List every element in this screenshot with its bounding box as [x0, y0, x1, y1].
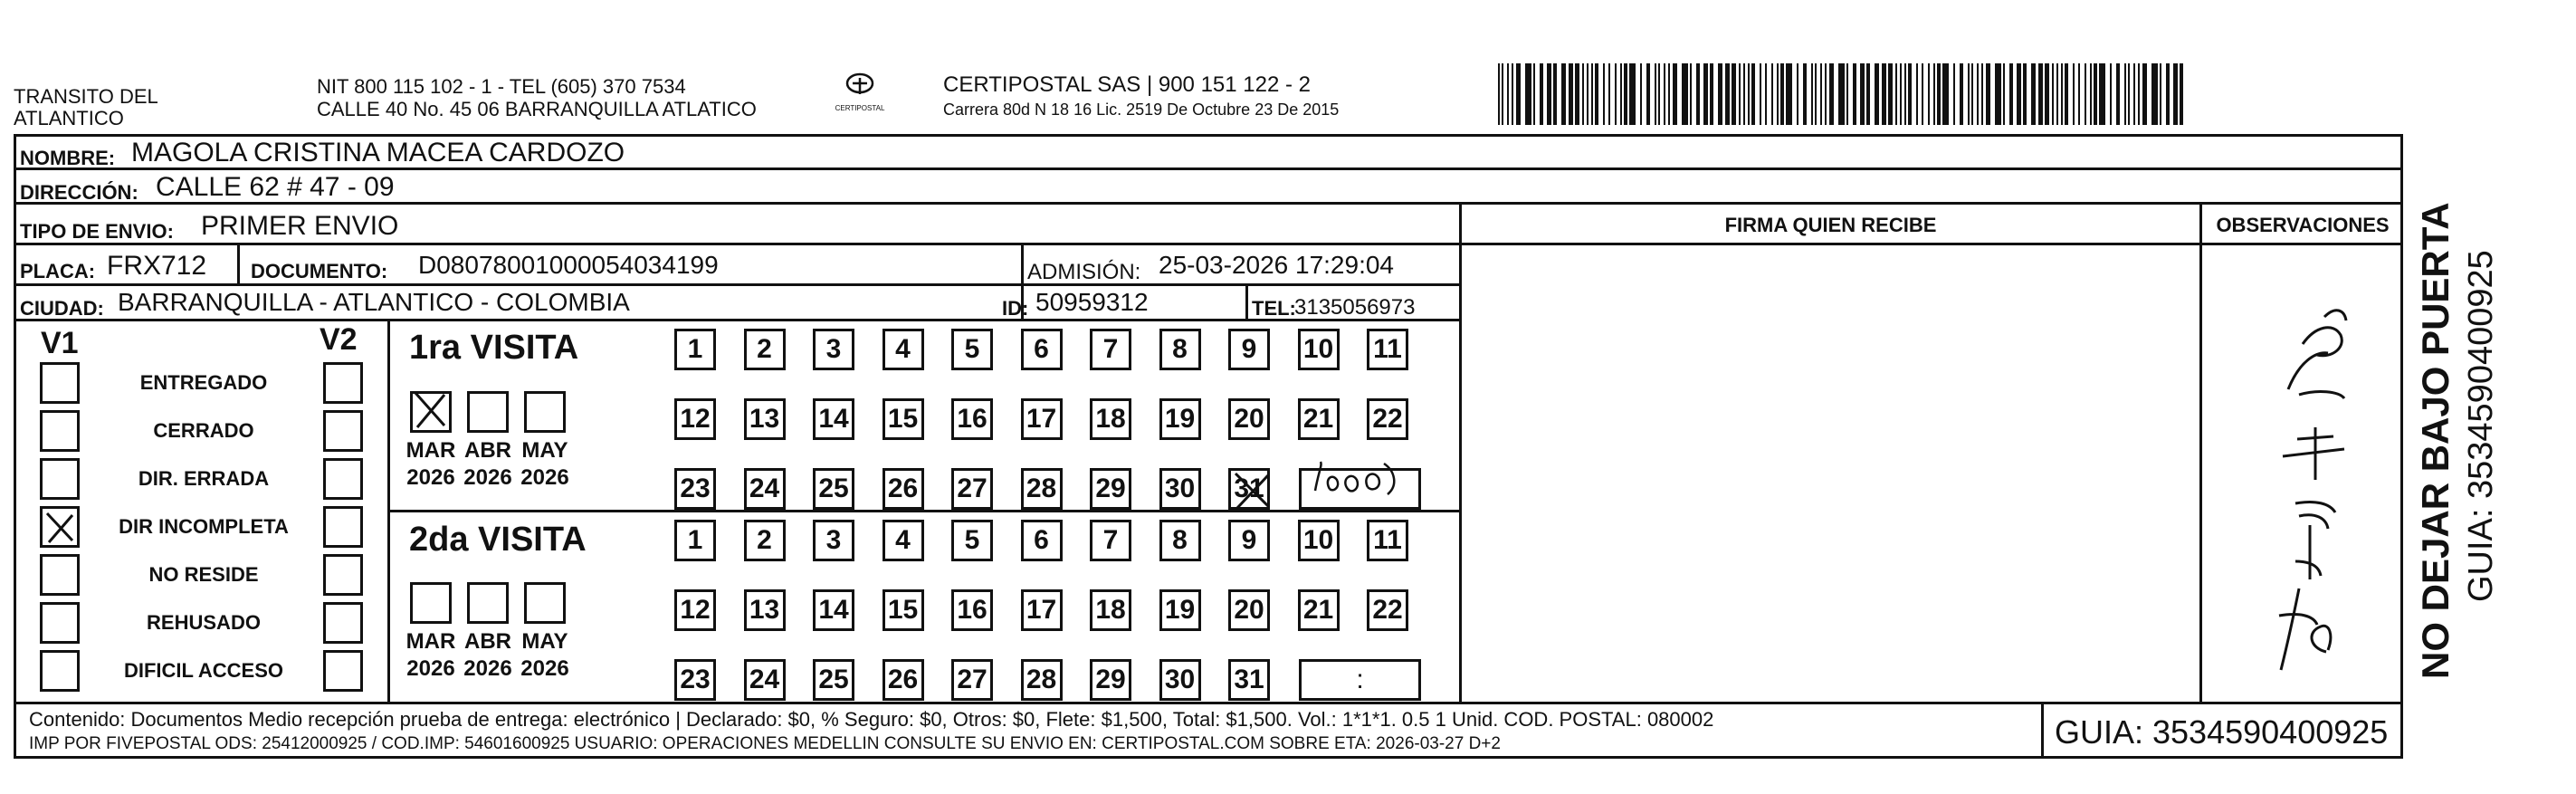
barcode-bar [2116, 63, 2120, 125]
status-label: ENTREGADO [139, 371, 268, 394]
day-box[interactable]: 26 [883, 659, 924, 701]
barcode-bar [1995, 63, 2001, 125]
barcode-bar [1673, 63, 1677, 125]
barcode-bar [1866, 63, 1870, 125]
v1-checkbox[interactable] [40, 362, 80, 404]
barcode-bar [1620, 63, 1622, 125]
barcode-bar [1825, 63, 1827, 125]
v2-checkbox[interactable] [323, 506, 363, 548]
day-box[interactable]: 22 [1367, 398, 1408, 440]
barcode-bar [1922, 63, 1923, 125]
license-line: Carrera 80d N 18 16 Lic. 2519 De Octubre 23 De 2015 [943, 100, 1340, 119]
month-year: 2026 [463, 656, 512, 681]
barcode [1498, 63, 2186, 125]
barcode-bar [2090, 63, 2092, 125]
day-box[interactable]: 20 [1228, 589, 1270, 631]
barcode-bar [1786, 63, 1792, 125]
barcode-bar [2151, 63, 2158, 125]
barcode-bar [1595, 63, 1598, 125]
day-box[interactable]: 20 [1228, 398, 1270, 440]
barcode-bar [2045, 63, 2049, 125]
barcode-bar [1853, 63, 1856, 125]
tel-value: 3135056973 [1294, 295, 1416, 320]
day-box[interactable]: 9 [1228, 329, 1270, 370]
v2-checkbox[interactable] [323, 410, 363, 452]
month-year: 2026 [463, 465, 512, 490]
v2-checkbox[interactable] [323, 554, 363, 596]
rule [387, 510, 1462, 512]
day-box[interactable]: 23 [674, 659, 716, 701]
barcode-bar [1838, 63, 1845, 125]
day-box[interactable]: 11 [1367, 329, 1408, 370]
day-box[interactable]: 31 [1228, 659, 1270, 701]
v1-check-mark [43, 510, 76, 544]
v2-checkbox[interactable] [323, 602, 363, 644]
barcode-bar [1981, 63, 1983, 125]
issuer-name [14, 86, 158, 129]
barcode-bar [1908, 63, 1912, 125]
day-box[interactable]: 14 [813, 589, 854, 631]
day-box[interactable]: 1 [674, 520, 716, 561]
barcode-bar [1860, 63, 1865, 125]
firma-header: FIRMA QUIEN RECIBE [1724, 214, 1937, 236]
barcode-bar [2110, 63, 2112, 125]
barcode-bar [2073, 63, 2075, 125]
barcode-bar [2056, 63, 2058, 125]
rule [1462, 243, 2403, 245]
month-year: 2026 [520, 656, 569, 681]
barcode-bar [1960, 63, 1963, 125]
barcode-bar [1803, 63, 1807, 125]
certipostal-logo [824, 72, 896, 112]
status-label: REHUSADO [147, 611, 261, 634]
barcode-bar [1820, 63, 1822, 125]
barcode-bar [1875, 63, 1879, 125]
barcode-bar [1815, 63, 1817, 125]
barcode-bar [1587, 63, 1589, 125]
barcode-bar [2078, 63, 2080, 125]
barcode-bar [1895, 63, 1897, 125]
day-box[interactable]: 24 [744, 659, 786, 701]
barcode-bar [1696, 63, 1700, 125]
day-box[interactable]: 13 [744, 589, 786, 631]
id-value: 50959312 [1035, 288, 1149, 316]
barcode-bar [1569, 63, 1573, 125]
ciudad-label: CIUDAD: [20, 297, 104, 320]
month-year: 2026 [406, 465, 455, 490]
barcode-bar [1732, 63, 1736, 125]
rule [1459, 202, 1462, 702]
day-box[interactable]: 12 [674, 398, 716, 440]
rule [1245, 283, 1248, 319]
day-box[interactable]: 23 [674, 468, 716, 510]
barcode-bar [1512, 63, 1513, 125]
barcode-bar [2038, 63, 2043, 125]
barcode-bar [2023, 63, 2027, 125]
issuer-name-line1: TRANSITO DEL [14, 85, 158, 108]
rule [14, 283, 1462, 286]
v2-checkbox[interactable] [323, 458, 363, 500]
barcode-bar [1739, 63, 1741, 125]
month-label: MAR [405, 629, 456, 654]
day-box[interactable]: 6 [1021, 329, 1063, 370]
barcode-bar [1942, 63, 1949, 125]
barcode-bar [1751, 63, 1755, 125]
month-label: MAY [521, 629, 568, 654]
rule [387, 319, 390, 702]
barcode-bar [1624, 63, 1627, 125]
v1-header: V1 [41, 326, 79, 360]
month-label: ABR [464, 629, 511, 654]
barcode-bar [1986, 63, 1990, 125]
side-guia: GUIA: 3534590400925 [2462, 250, 2500, 602]
second-visit-title: 2da VISITA [409, 521, 587, 559]
v1-checkbox[interactable] [40, 458, 80, 500]
day-box[interactable]: 21 [1298, 589, 1340, 631]
admision-label: ADMISIÓN: [1027, 260, 1141, 284]
day-box[interactable]: 18 [1090, 589, 1131, 631]
footer-contents: Contenido: Documentos Medio recepción prueba de entrega: electrónico | Declarado: $0, % Seguro: $0, Otros: $0, Flete: $1,500, Total: $1,500. Vol.: 1*1*1. 0.5 1 Unid. COD. POSTAL: 080002 [29, 708, 1714, 731]
barcode-bar [1608, 63, 1610, 125]
barcode-bar [2160, 63, 2161, 125]
day-box[interactable]: 1 [674, 329, 716, 370]
status-label: CERRADO [153, 419, 254, 442]
barcode-bar [2133, 63, 2135, 125]
tipo-envio-label: TIPO DE ENVIO: [20, 220, 174, 243]
barcode-bar [1682, 63, 1688, 125]
barcode-bar [2128, 63, 2130, 125]
tipo-envio-value: PRIMER ENVIO [201, 211, 399, 241]
v1-checkbox[interactable] [40, 650, 80, 692]
day-box[interactable]: 25 [813, 468, 854, 510]
direccion-label: DIRECCIÓN: [20, 181, 138, 204]
day-box[interactable]: 4 [883, 520, 924, 561]
day-box[interactable]: 15 [883, 589, 924, 631]
barcode-bar [1710, 63, 1713, 125]
barcode-bar [1916, 63, 1918, 125]
barcode-bar [1971, 63, 1973, 125]
barcode-bar [1603, 63, 1605, 125]
month-checkbox[interactable] [467, 582, 509, 624]
barcode-bar [1760, 63, 1761, 125]
day-box[interactable]: 11 [1367, 520, 1408, 561]
documento-value: D08078001000054034199 [418, 251, 719, 279]
footer-guia: GUIA: 3534590400925 [2055, 713, 2389, 751]
rule [237, 243, 240, 283]
barcode-bar [1533, 63, 1535, 125]
first-visit-title: 1ra VISITA [409, 329, 579, 367]
day-box[interactable]: 16 [951, 398, 993, 440]
documento-label: DOCUMENTO: [251, 260, 388, 282]
month-label: ABR [464, 438, 511, 463]
rule [2041, 702, 2044, 759]
barcode-bar [1547, 63, 1551, 125]
day-box[interactable]: 3 [813, 520, 854, 561]
barcode-bar [1540, 63, 1543, 125]
day-box[interactable]: 27 [951, 659, 993, 701]
v2-header: V2 [320, 322, 358, 357]
barcode-bar [2173, 63, 2178, 125]
day-box[interactable]: 9 [1228, 520, 1270, 561]
v2-checkbox[interactable] [323, 362, 363, 404]
barcode-bar [1888, 63, 1893, 125]
barcode-bar [1690, 63, 1692, 125]
barcode-bar [1703, 63, 1708, 125]
barcode-bar [1615, 63, 1617, 125]
day-box[interactable]: 24 [744, 468, 786, 510]
month-checkbox[interactable] [467, 391, 509, 433]
day-box[interactable]: 30 [1159, 468, 1201, 510]
footer-print-info: IMP POR FIVEPOSTAL ODS: 25412000925 / COD.IMP: 54601600925 USUARIO: OPERACIONES MEDELLIN CONSULTE SU ENVIO EN: CERTIPOSTAL.COM SOBRE ETA: 2026-03-27 D+2 [29, 734, 1501, 753]
barcode-bar [1646, 63, 1650, 125]
month-year: 2026 [520, 465, 569, 490]
barcode-bar [1507, 63, 1509, 125]
barcode-bar [1498, 63, 1500, 125]
barcode-bar [1629, 63, 1636, 125]
day-box[interactable]: 8 [1159, 520, 1201, 561]
month-check-mark [412, 389, 448, 429]
month-checkbox[interactable] [524, 391, 566, 433]
barcode-bar [1928, 63, 1930, 125]
barcode-bar [1777, 63, 1779, 125]
issuer-address-line: CALLE 40 No. 45 06 BARRANQUILLA ATLATICO [317, 98, 757, 120]
day-box[interactable]: 16 [951, 589, 993, 631]
barcode-bar [1968, 63, 1970, 125]
day-box[interactable]: 28 [1021, 468, 1063, 510]
month-checkbox[interactable] [410, 582, 452, 624]
barcode-bar [1502, 63, 1503, 125]
barcode-bar [2138, 63, 2140, 125]
day-box[interactable]: 18 [1090, 398, 1131, 440]
day-box[interactable]: 7 [1090, 329, 1131, 370]
day-box[interactable]: 5 [951, 329, 993, 370]
carrier-info [943, 72, 1339, 121]
barcode-bar [1882, 63, 1886, 125]
day-box[interactable]: 28 [1021, 659, 1063, 701]
month-label: MAR [405, 438, 456, 463]
day-box[interactable]: 29 [1090, 468, 1131, 510]
status-label: DIR INCOMPLETA [119, 515, 289, 538]
barcode-bar [1655, 63, 1656, 125]
barcode-bar [2142, 63, 2147, 125]
barcode-bar [2003, 63, 2005, 125]
barcode-bar [1525, 63, 1531, 125]
rule [14, 702, 2403, 704]
barcode-bar [1718, 63, 1722, 125]
day-box[interactable]: 19 [1159, 589, 1201, 631]
barcode-bar [1904, 63, 1906, 125]
day-box[interactable]: 21 [1298, 398, 1340, 440]
barcode-bar [1933, 63, 1935, 125]
barcode-bar [2099, 63, 2105, 125]
barcode-bar [1748, 63, 1750, 125]
day-box[interactable]: 29 [1090, 659, 1131, 701]
id-label: ID: [1002, 297, 1029, 320]
barcode-bar [2031, 63, 2036, 125]
barcode-bar [1668, 63, 1670, 125]
time-box[interactable] [1299, 468, 1421, 510]
barcode-bar [1780, 63, 1784, 125]
barcode-bar [1664, 63, 1665, 125]
month-checkbox[interactable] [524, 582, 566, 624]
certipostal-logo-icon [842, 72, 878, 100]
direccion-value: CALLE 62 # 47 - 09 [156, 172, 395, 202]
nombre-label: NOMBRE: [20, 147, 116, 169]
barcode-bar [1900, 63, 1902, 125]
v1-checkbox[interactable] [40, 410, 80, 452]
logo-text: CERTIPOSTAL [835, 104, 885, 112]
barcode-bar [1658, 63, 1660, 125]
barcode-bar [1977, 63, 1979, 125]
day-box[interactable]: 25 [813, 659, 854, 701]
admision-value: 25-03-2026 17:29:04 [1159, 251, 1394, 279]
barcode-bar [1725, 63, 1730, 125]
month-year: 2026 [406, 656, 455, 681]
barcode-bar [2124, 63, 2126, 125]
day-box[interactable]: 3 [813, 329, 854, 370]
side-notice: NO DEJAR BAJO PUERTA [2414, 202, 2457, 679]
barcode-bar [1516, 63, 1521, 125]
day-box[interactable]: 7 [1090, 520, 1131, 561]
barcode-bar [1829, 63, 1834, 125]
status-label: DIFICIL ACCESO [123, 659, 283, 682]
day-box[interactable]: 17 [1021, 398, 1063, 440]
day-box[interactable]: 10 [1298, 329, 1340, 370]
barcode-bar [2061, 63, 2063, 125]
day-box[interactable]: 17 [1021, 589, 1063, 631]
day-box[interactable]: 6 [1021, 520, 1063, 561]
v1-checkbox[interactable] [40, 602, 80, 644]
nombre-value: MAGOLA CRISTINA MACEA CARDOZO [131, 138, 625, 167]
day-box-number: 31 [1234, 474, 1264, 503]
day-box[interactable]: 8 [1159, 329, 1201, 370]
day-box[interactable]: 2 [744, 329, 786, 370]
barcode-bar [1846, 63, 1848, 125]
time-box[interactable]: : [1299, 659, 1421, 701]
day-box[interactable]: 2 [744, 520, 786, 561]
carrier-line: CERTIPOSTAL SAS | 900 151 122 - 2 [943, 72, 1311, 97]
barcode-bar [1582, 63, 1584, 125]
status-label: DIR. ERRADA [138, 467, 270, 490]
barcode-bar [1811, 63, 1813, 125]
day-box[interactable]: 4 [883, 329, 924, 370]
issuer-contact [317, 75, 757, 120]
barcode-bar [1797, 63, 1798, 125]
barcode-bar [2052, 63, 2054, 125]
barcode-bar [2085, 63, 2086, 125]
v1-checkbox[interactable] [40, 554, 80, 596]
barcode-bar [1553, 63, 1557, 125]
day-box[interactable]: 27 [951, 468, 993, 510]
issuer-name-line2: ATLANTICO [14, 107, 124, 129]
barcode-bar [1640, 63, 1642, 125]
day-box[interactable]: 15 [883, 398, 924, 440]
v2-checkbox[interactable] [323, 650, 363, 692]
day-box[interactable]: 26 [883, 468, 924, 510]
nit-line: NIT 800 115 102 - 1 - TEL (605) 370 7534 [317, 75, 686, 98]
rule [14, 319, 1462, 321]
day-box[interactable]: 30 [1159, 659, 1201, 701]
barcode-bar [1743, 63, 1745, 125]
barcode-bar [1771, 63, 1773, 125]
month-label: MAY [521, 438, 568, 463]
day-box[interactable]: 13 [744, 398, 786, 440]
observaciones-header: OBSERVACIONES [2216, 214, 2390, 236]
barcode-bar [1953, 63, 1955, 125]
tel-label: TEL: [1252, 297, 1296, 320]
day-box[interactable]: 22 [1367, 589, 1408, 631]
barcode-bar [1561, 63, 1566, 125]
barcode-bar [1765, 63, 1767, 125]
placa-label: PLACA: [20, 260, 96, 282]
barcode-bar [1591, 63, 1593, 125]
barcode-bar [1937, 63, 1941, 125]
barcode-bar [1575, 63, 1579, 125]
barcode-bar [2166, 63, 2170, 125]
day-box[interactable]: 12 [674, 589, 716, 631]
status-label: NO RESIDE [148, 563, 259, 586]
barcode-bar [2017, 63, 2021, 125]
rule [2199, 202, 2202, 702]
day-box[interactable]: 14 [813, 398, 854, 440]
barcode-bar [2180, 63, 2183, 125]
rule [14, 243, 1462, 245]
day-box[interactable]: 5 [951, 520, 993, 561]
placa-value: FRX712 [107, 251, 207, 281]
handwritten-observation [2209, 290, 2399, 697]
day-box[interactable]: 10 [1298, 520, 1340, 561]
day-box[interactable]: 19 [1159, 398, 1201, 440]
ciudad-value: BARRANQUILLA - ATLANTICO - COLOMBIA [118, 288, 630, 316]
barcode-bar [2009, 63, 2013, 125]
barcode-bar [2065, 63, 2068, 125]
barcode-bar [2094, 63, 2097, 125]
